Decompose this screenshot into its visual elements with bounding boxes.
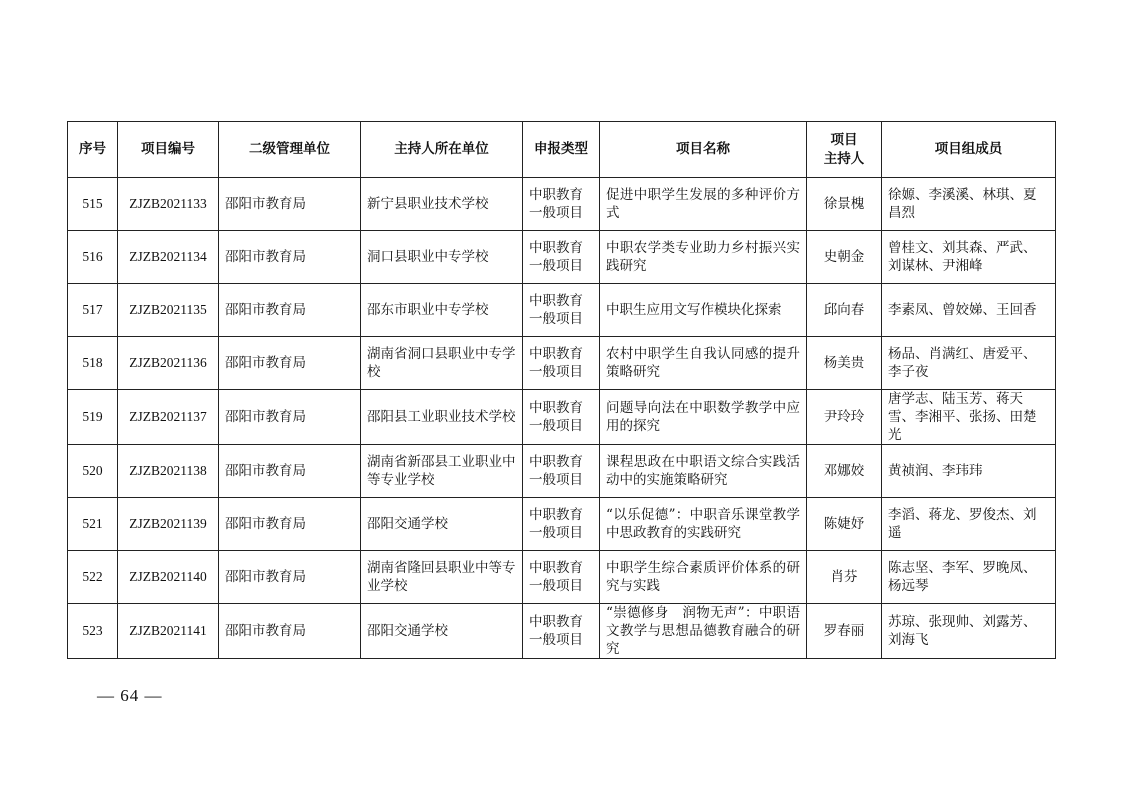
cell-project-name: “以乐促德”：中职音乐课堂教学中思政教育的实践研究 xyxy=(600,498,807,551)
cell-code: ZJZB2021139 xyxy=(118,498,219,551)
cell-unit: 邵阳市教育局 xyxy=(219,178,361,231)
cell-members: 杨品、肖满红、唐爱平、李子夜 xyxy=(882,337,1056,390)
cell-seq: 521 xyxy=(68,498,118,551)
cell-unit: 邵阳市教育局 xyxy=(219,445,361,498)
cell-school: 湖南省隆回县职业中等专业学校 xyxy=(361,551,523,604)
cell-code: ZJZB2021137 xyxy=(118,390,219,445)
header-type: 申报类型 xyxy=(523,122,600,178)
table-row xyxy=(68,498,1056,551)
cell-type: 中职教育一般项目 xyxy=(523,178,600,231)
table-header xyxy=(68,122,1056,178)
cell-project-name: 中职学生综合素质评价体系的研究与实践 xyxy=(600,551,807,604)
cell-host: 肖芬 xyxy=(807,551,882,604)
cell-seq: 522 xyxy=(68,551,118,604)
header-seq: 序号 xyxy=(68,122,118,178)
cell-host: 徐景槐 xyxy=(807,178,882,231)
cell-members: 李素凤、曾姣娣、王回香 xyxy=(882,284,1056,337)
table-body xyxy=(68,178,1056,659)
header-host xyxy=(807,122,882,178)
table-row xyxy=(68,604,1056,659)
cell-code: ZJZB2021134 xyxy=(118,231,219,284)
cell-seq: 516 xyxy=(68,231,118,284)
page-number: — 64 — xyxy=(97,686,163,705)
cell-school: 邵东市职业中专学校 xyxy=(361,284,523,337)
cell-unit: 邵阳市教育局 xyxy=(219,604,361,659)
cell-members: 苏琼、张现帅、刘露芳、刘海飞 xyxy=(882,604,1056,659)
cell-members: 黄祯润、李玮玮 xyxy=(882,445,1056,498)
cell-school: 湖南省新邵县工业职业中等专业学校 xyxy=(361,445,523,498)
cell-members: 李滔、蒋龙、罗俊杰、刘遥 xyxy=(882,498,1056,551)
cell-code: ZJZB2021141 xyxy=(118,604,219,659)
cell-host: 陈婕妤 xyxy=(807,498,882,551)
header-code: 项目编号 xyxy=(118,122,219,178)
cell-host: 罗春丽 xyxy=(807,604,882,659)
cell-seq: 520 xyxy=(68,445,118,498)
cell-unit: 邵阳市教育局 xyxy=(219,284,361,337)
project-table xyxy=(67,121,1056,659)
cell-members: 陈志坚、李军、罗晚凤、杨远琴 xyxy=(882,551,1056,604)
header-host-line2: 主持人 xyxy=(823,150,865,167)
table-row xyxy=(68,231,1056,284)
cell-type: 中职教育一般项目 xyxy=(523,231,600,284)
header-school: 主持人所在单位 xyxy=(361,122,523,178)
cell-host: 邓娜姣 xyxy=(807,445,882,498)
table-row xyxy=(68,551,1056,604)
cell-code: ZJZB2021140 xyxy=(118,551,219,604)
cell-seq: 523 xyxy=(68,604,118,659)
cell-type: 中职教育一般项目 xyxy=(523,337,600,390)
table-row xyxy=(68,390,1056,445)
cell-type: 中职教育一般项目 xyxy=(523,284,600,337)
cell-unit: 邵阳市教育局 xyxy=(219,551,361,604)
table-row xyxy=(68,284,1056,337)
cell-unit: 邵阳市教育局 xyxy=(219,390,361,445)
cell-code: ZJZB2021133 xyxy=(118,178,219,231)
cell-school: 邵阳交通学校 xyxy=(361,498,523,551)
cell-members: 徐嫄、李溪溪、林琪、夏昌烈 xyxy=(882,178,1056,231)
cell-seq: 517 xyxy=(68,284,118,337)
cell-type: 中职教育一般项目 xyxy=(523,551,600,604)
cell-unit: 邵阳市教育局 xyxy=(219,337,361,390)
cell-seq: 518 xyxy=(68,337,118,390)
cell-project-name: 农村中职学生自我认同感的提升策略研究 xyxy=(600,337,807,390)
cell-type: 中职教育一般项目 xyxy=(523,604,600,659)
cell-host: 邱向春 xyxy=(807,284,882,337)
cell-school: 新宁县职业技术学校 xyxy=(361,178,523,231)
cell-school: 湖南省洞口县职业中专学校 xyxy=(361,337,523,390)
table-row xyxy=(68,337,1056,390)
header-unit: 二级管理单位 xyxy=(219,122,361,178)
cell-type: 中职教育一般项目 xyxy=(523,498,600,551)
cell-host: 史朝金 xyxy=(807,231,882,284)
cell-project-name: “崇德修身 润物无声”：中职语文教学与思想品德教育融合的研究 xyxy=(600,604,807,659)
cell-seq: 515 xyxy=(68,178,118,231)
cell-members: 曾桂文、刘其森、严武、刘谋林、尹湘峰 xyxy=(882,231,1056,284)
cell-school: 邵阳交通学校 xyxy=(361,604,523,659)
cell-code: ZJZB2021138 xyxy=(118,445,219,498)
cell-project-name: 问题导向法在中职数学教学中应用的探究 xyxy=(600,390,807,445)
cell-unit: 邵阳市教育局 xyxy=(219,498,361,551)
cell-project-name: 课程思政在中职语文综合实践活动中的实施策略研究 xyxy=(600,445,807,498)
cell-seq: 519 xyxy=(68,390,118,445)
cell-school: 邵阳县工业职业技术学校 xyxy=(361,390,523,445)
cell-project-name: 中职生应用文写作模块化探索 xyxy=(600,284,807,337)
table-row xyxy=(68,178,1056,231)
header-row xyxy=(68,122,1056,178)
cell-project-name: 促进中职学生发展的多种评价方式 xyxy=(600,178,807,231)
cell-type: 中职教育一般项目 xyxy=(523,390,600,445)
cell-school: 洞口县职业中专学校 xyxy=(361,231,523,284)
header-name: 项目名称 xyxy=(600,122,807,178)
cell-code: ZJZB2021136 xyxy=(118,337,219,390)
cell-type: 中职教育一般项目 xyxy=(523,445,600,498)
cell-code: ZJZB2021135 xyxy=(118,284,219,337)
header-members: 项目组成员 xyxy=(882,122,1056,178)
cell-project-name: 中职农学类专业助力乡村振兴实践研究 xyxy=(600,231,807,284)
cell-unit: 邵阳市教育局 xyxy=(219,231,361,284)
header-host-line1: 项目 xyxy=(830,131,858,148)
cell-members: 唐学志、陆玉芳、蒋天雪、李湘平、张扬、田楚光 xyxy=(882,390,1056,445)
table-row xyxy=(68,445,1056,498)
cell-host: 杨美贵 xyxy=(807,337,882,390)
cell-host: 尹玲玲 xyxy=(807,390,882,445)
